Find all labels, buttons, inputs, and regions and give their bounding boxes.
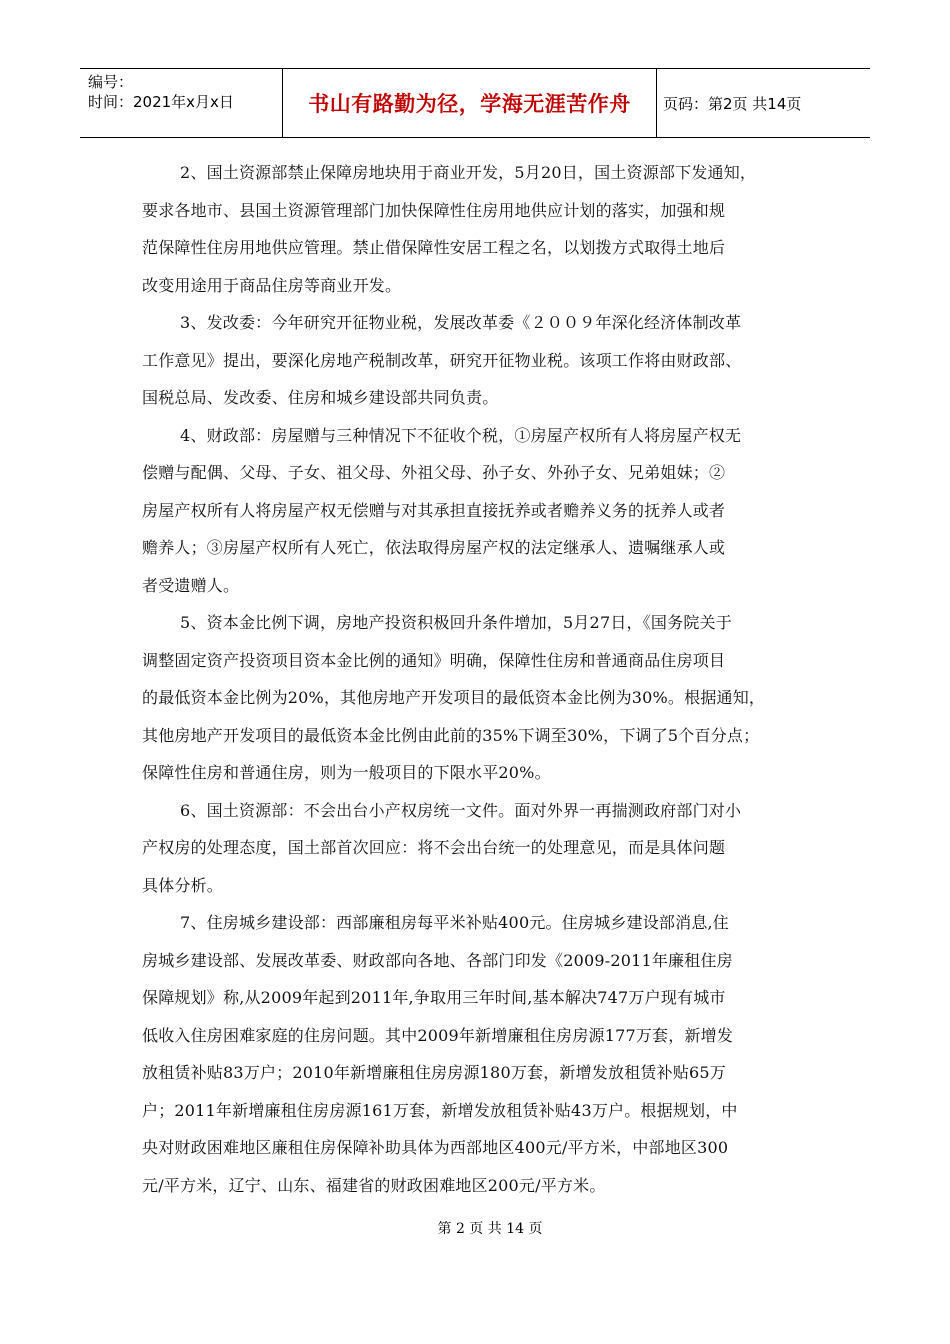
paragraph <box>142 904 814 1204</box>
paragraph-line: 调整固定资产投资项目资本金比例的通知》明确，保障性住房和普通商品住房项目 <box>142 650 726 670</box>
paragraph-line: 保障规划》称,从2009年起到2011年,争取用三年时间,基本解决747万户现有城市 <box>142 988 726 1007</box>
paragraph-line: 具体分析。 <box>142 875 224 895</box>
paragraph <box>142 154 814 304</box>
paragraph-line: 4、财政部：房屋赠与三种情况下不征收个税，①房屋产权所有人将房屋产权无 <box>180 425 742 445</box>
paragraph-line: 偿赠与配偶、父母、子女、祖父母、外祖父母、孙子女、外孙子女、兄弟姐妹；② <box>142 463 726 482</box>
page-footer: 第 2 页 共 14 页 <box>437 1221 543 1237</box>
header-page-info: 页码：第2页 共14页 <box>663 94 802 113</box>
paragraph-line: 房城乡建设部、发展改革委、财政部向各地、各部门印发《2009-2011年廉租住房 <box>142 950 733 970</box>
paragraph-line: 3、发改委：今年研究开征物业税，发展改革委《２００９年深化经济体制改革 <box>180 313 742 332</box>
code-label: 编号： <box>88 73 134 91</box>
paragraph-line: 其他房地产开发项目的最低资本金比例由此前的35%下调至30%，下调了5个百分点； <box>142 725 760 745</box>
paragraph-line: 房屋产权所有人将房屋产权无偿赠与对其承担直接抚养或者赡养义务的抚养人或者 <box>142 500 726 520</box>
page-header <box>80 68 870 138</box>
paragraph <box>142 304 814 417</box>
paragraph <box>142 417 814 605</box>
date-line: 时间：2021年x月x日 <box>88 93 234 111</box>
paragraph-line: 放租赁补贴83万户；2010年新增廉租住房房源180万套，新增发放租赁补贴65万 <box>142 1063 726 1082</box>
paragraph-line: 元/平方米，辽宁、山东、福建省的财政困难地区200元/平方米。 <box>142 1175 606 1195</box>
document-body <box>142 154 814 1204</box>
paragraph-line: 国税总局、发改委、住房和城乡建设部共同负责。 <box>142 388 499 407</box>
paragraph-line: 要求各地市、县国土资源管理部门加快保障性住房用地供应计划的落实，加强和规 <box>142 200 726 220</box>
paragraph-line: 央对财政困难地区廉租住房保障补助具体为西部地区400元/平方米，中部地区300 <box>142 1138 729 1157</box>
paragraph-line: 低收入住房困难家庭的住房问题。其中2009年新增廉租住房房源177万套，新增发 <box>142 1025 734 1045</box>
paragraph-line: 范保障性住房用地供应管理。禁止借保障性安居工程之名，以划拨方式取得土地后 <box>142 238 726 257</box>
paragraph-line: 产权房的处理态度，国土部首次回应：将不会出台统一的处理意见，而是具体问题 <box>142 838 726 857</box>
paragraph-line: 的最低资本金比例为20%，其他房地产开发项目的最低资本金比例为30%。根据通知， <box>142 688 766 707</box>
paragraph-line: 2、国土资源部禁止保障房地块用于商业开发，5月20日，国土资源部下发通知， <box>180 163 757 182</box>
paragraph-line: 5、资本金比例下调，房地产投资积极回升条件增加，5月27日，《国务院关于 <box>180 613 732 632</box>
paragraph <box>142 792 814 905</box>
paragraph-line: 7、住房城乡建设部：西部廉租房每平米补贴400元。住房城乡建设部消息,住 <box>180 913 730 932</box>
paragraph-line: 保障性住房和普通住房，则为一般项目的下限水平20%。 <box>142 763 551 782</box>
paragraph-line: 工作意见》提出，要深化房地产税制改革，研究开征物业税。该项工作将由财政部、 <box>142 350 742 370</box>
paragraph-line: 赡养人；③房屋产权所有人死亡，依法取得房屋产权的法定继承人、遗嘱继承人或 <box>142 538 726 557</box>
paragraph-line: 户；2011年新增廉租住房房源161万套，新增发放租赁补贴43万户。根据规划，中 <box>142 1100 738 1120</box>
paragraph-line: 6、国土资源部：不会出台小产权房统一文件。面对外界一再揣测政府部门对小 <box>180 800 742 820</box>
paragraph <box>142 604 814 792</box>
header-motto: 书山有路勤为径，学海无涯苦作舟 <box>283 69 657 137</box>
paragraph-line: 者受遗赠人。 <box>142 575 240 595</box>
paragraph-line: 改变用途用于商品住房等商业开发。 <box>142 275 402 295</box>
header-meta <box>80 69 283 137</box>
